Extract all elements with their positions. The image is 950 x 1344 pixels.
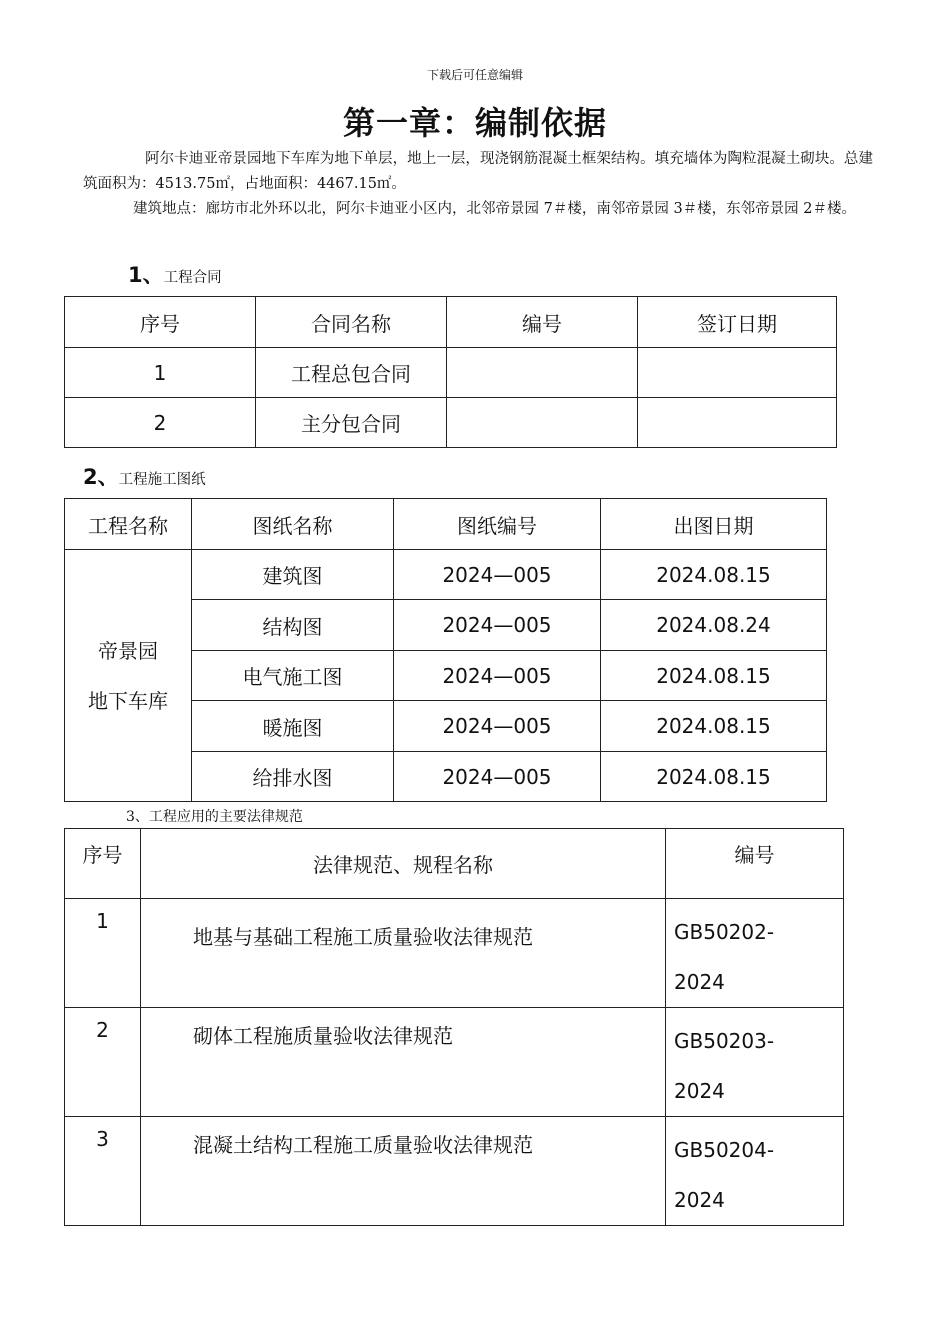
laws-table (64, 828, 844, 1226)
location-paragraph-text: 建筑地点：廊坊市北外环以北，阿尔卡迪亚小区内，北邻帝景园 7＃楼，南邻帝景园 3＃楼，东邻帝景园 2＃楼。 (133, 201, 856, 217)
law-code-part-1: GB50204- (674, 1138, 775, 1162)
project-name-line-2: 地下车库 (88, 688, 168, 713)
law-index: 3 (65, 1117, 141, 1226)
drawings-header-date: 出图日期 (601, 499, 827, 550)
drawing-code: 2024—005 (394, 651, 601, 701)
contract-date (638, 348, 837, 398)
laws-header-code: 编号 (666, 829, 844, 899)
law-name: 混凝土结构工程施工质量验收法律规范 (141, 1117, 666, 1226)
contracts-header-row (65, 297, 837, 348)
section-1-title: 工程合同 (163, 270, 222, 286)
table-row (65, 398, 837, 448)
section-2-number: 2、 (83, 465, 119, 489)
drawings-project-cell (65, 550, 192, 802)
contract-name: 工程总包合同 (256, 348, 447, 398)
chapter-title: 第一章：编制依据 (342, 104, 607, 142)
drawing-date: 2024.08.15 (601, 651, 827, 701)
contracts-header-index: 序号 (65, 297, 256, 348)
drawing-name: 给排水图 (192, 752, 394, 802)
section-2-title: 工程施工图纸 (118, 472, 206, 488)
law-code (666, 1008, 844, 1117)
contract-index: 1 (65, 348, 256, 398)
intro-paragraph (83, 147, 873, 197)
section-1-number: 1、 (128, 263, 164, 287)
drawing-name: 暖施图 (192, 701, 394, 752)
drawing-name: 建筑图 (192, 550, 394, 600)
drawing-date: 2024.08.15 (601, 752, 827, 802)
law-code-part-2: 2024 (674, 1079, 725, 1103)
law-code-part-1: GB50203- (674, 1029, 775, 1053)
drawings-header-code: 图纸编号 (394, 499, 601, 550)
laws-header-index: 序号 (65, 829, 141, 899)
project-name-line-1: 帝景园 (98, 638, 158, 663)
drawing-name: 结构图 (192, 600, 394, 651)
contract-code (447, 398, 638, 448)
law-index: 1 (65, 899, 141, 1008)
location-paragraph (83, 197, 873, 222)
drawing-name: 电气施工图 (192, 651, 394, 701)
law-code (666, 1117, 844, 1226)
drawings-header-name: 图纸名称 (192, 499, 394, 550)
section-2-heading (83, 461, 206, 491)
contract-name: 主分包合同 (256, 398, 447, 448)
law-code-part-2: 2024 (674, 970, 725, 994)
table-row (65, 550, 827, 600)
drawings-header-row (65, 499, 827, 550)
table-row (65, 899, 844, 1008)
contract-date (638, 398, 837, 448)
drawing-code: 2024—005 (394, 701, 601, 752)
contract-code (447, 348, 638, 398)
section-1-heading (128, 259, 222, 289)
drawing-code: 2024—005 (394, 600, 601, 651)
section-3-heading: 3、工程应用的主要法律规范 (126, 809, 303, 825)
drawing-date: 2024.08.15 (601, 550, 827, 600)
drawing-date: 2024.08.24 (601, 600, 827, 651)
contracts-header-code: 编号 (447, 297, 638, 348)
table-row (65, 1117, 844, 1226)
contracts-header-date: 签订日期 (638, 297, 837, 348)
drawing-code: 2024—005 (394, 550, 601, 600)
law-name: 砌体工程施质量验收法律规范 (141, 1008, 666, 1117)
law-code-part-2: 2024 (674, 1188, 725, 1212)
law-code-part-1: GB50202- (674, 920, 775, 944)
laws-header-name: 法律规范、规程名称 (141, 829, 666, 899)
law-name: 地基与基础工程施工质量验收法律规范 (141, 899, 666, 1008)
table-row (65, 348, 837, 398)
law-index: 2 (65, 1008, 141, 1117)
contracts-header-name: 合同名称 (256, 297, 447, 348)
drawings-table (64, 498, 827, 802)
laws-header-row (65, 829, 844, 899)
law-code (666, 899, 844, 1008)
header-note: 下载后可任意编辑 (426, 68, 523, 82)
table-row (65, 1008, 844, 1117)
intro-paragraph-text: 阿尔卡迪亚帝景园地下车库为地下单层，地上一层，现浇钢筋混凝土框架结构。填充墙体为陶粒混凝土砌块。总建筑面积为：4513.75㎡，占地面积：4467.15㎡。 (83, 151, 873, 192)
drawing-code: 2024—005 (394, 752, 601, 802)
drawings-header-project: 工程名称 (65, 499, 192, 550)
contracts-table (64, 296, 837, 448)
contract-index: 2 (65, 398, 256, 448)
drawing-date: 2024.08.15 (601, 701, 827, 752)
